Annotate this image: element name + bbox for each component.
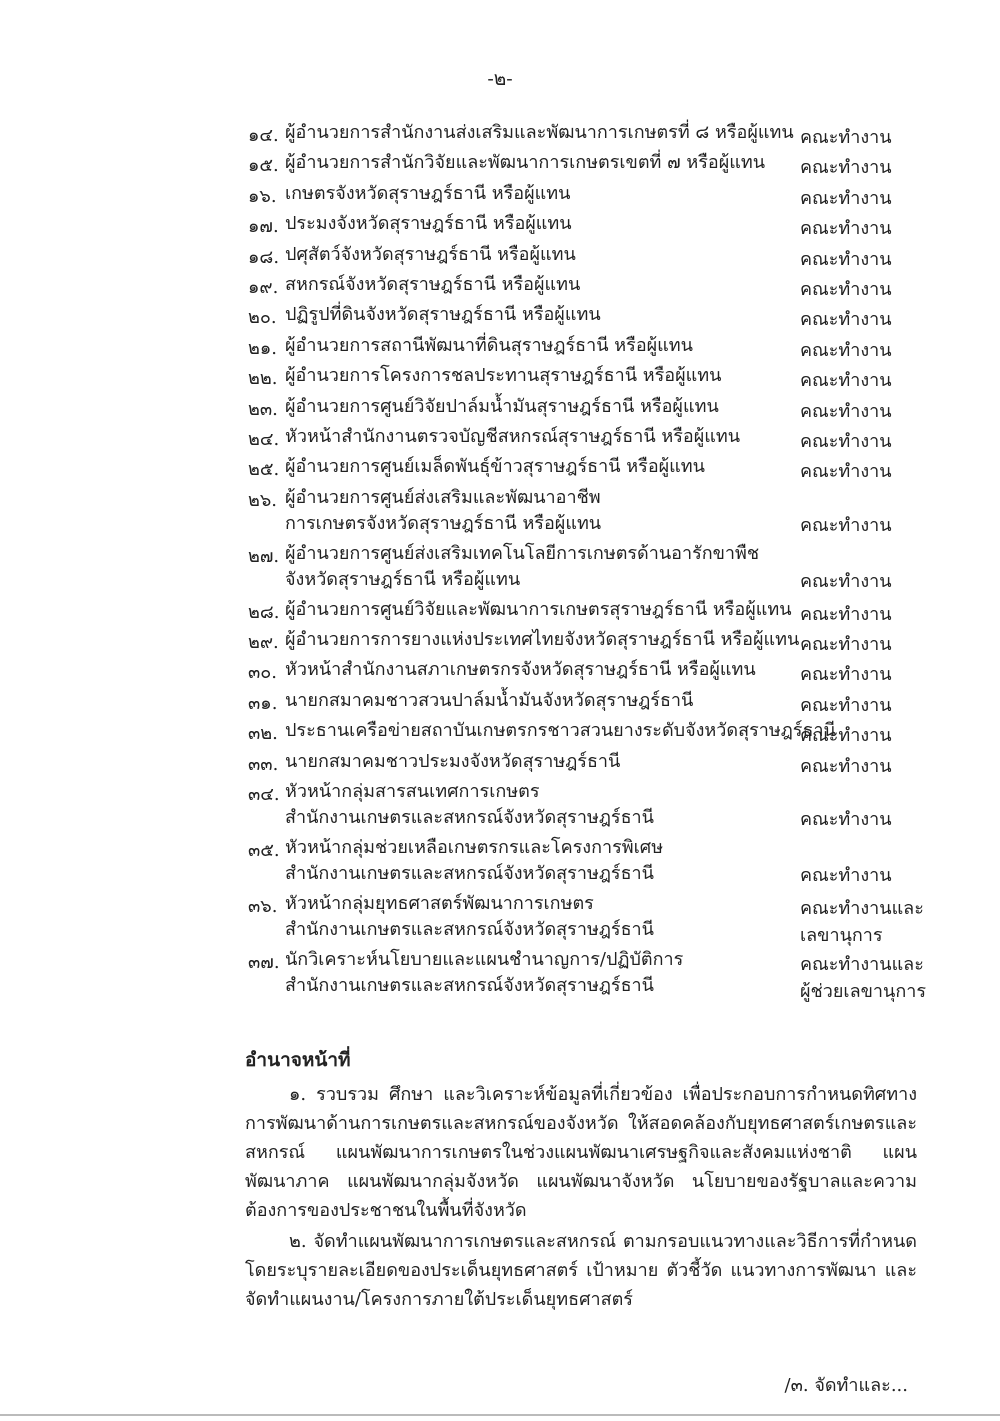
member-role: คณะทำงาน — [800, 634, 892, 656]
member-row — [0, 539, 1000, 595]
member-title-line: ประธานเครือข่ายสถาบันเกษตรกรชาวสวนยางระดับจังหวัดสุราษฎร์ธานี — [285, 720, 836, 742]
member-number: ๒๖. — [248, 489, 278, 511]
member-title-line: จังหวัดสุราษฎร์ธานี หรือผู้แทน — [285, 568, 521, 590]
member-number: ๒๐. — [248, 307, 277, 329]
member-row — [0, 118, 1000, 148]
member-row — [0, 777, 1000, 833]
member-number: ๒๒. — [248, 368, 278, 390]
member-role: คณะทำงาน — [800, 370, 892, 392]
member-title-line: นายกสมาคมชาวสวนปาล์มน้ำมันจังหวัดสุราษฎร์ธานี — [285, 689, 694, 711]
member-title — [285, 272, 580, 298]
member-title — [285, 657, 756, 683]
member-title-line: สหกรณ์จังหวัดสุราษฎร์ธานี หรือผู้แทน — [285, 273, 581, 295]
member-row — [0, 148, 1000, 178]
member-row — [0, 240, 1000, 270]
member-row — [0, 483, 1000, 539]
member-title — [285, 363, 721, 389]
member-title-line: สำนักงานเกษตรและสหกรณ์จังหวัดสุราษฎร์ธานี — [285, 863, 654, 885]
member-role: คณะทำงาน — [800, 809, 892, 831]
member-role: คณะทำงาน — [800, 570, 892, 592]
duties-body — [245, 1080, 917, 1316]
member-row — [0, 209, 1000, 239]
member-number: ๓๔. — [248, 784, 280, 806]
member-role: คณะทำงาน — [800, 157, 892, 179]
member-title — [285, 947, 683, 999]
member-role: คณะทำงาน — [800, 664, 892, 686]
member-title — [285, 302, 601, 328]
member-title-line: ผู้อำนวยการศูนย์เมล็ดพันธุ์ข้าวสุราษฎร์ธานี หรือผู้แทน — [285, 456, 705, 478]
member-role: คณะทำงาน — [800, 603, 892, 625]
member-number: ๑๙. — [248, 276, 279, 298]
member-role: คณะทำงาน — [800, 461, 892, 483]
page-number: -๒- — [487, 68, 513, 90]
member-role: คณะทำงาน — [800, 309, 892, 331]
member-title — [285, 749, 620, 775]
member-number: ๓๐. — [248, 662, 278, 684]
member-title — [285, 150, 765, 176]
member-title — [285, 779, 654, 831]
member-title-line: ผู้อำนวยการศูนย์ส่งเสริมเทคโนโลยีการเกษตรด้านอารักขาพืช — [285, 542, 760, 564]
member-title — [285, 541, 759, 593]
member-number: ๒๗. — [248, 545, 280, 567]
member-role: คณะทำงาน — [800, 187, 892, 209]
member-title — [285, 891, 654, 943]
members-list — [0, 118, 1000, 1001]
member-title-line: ประมงจังหวัดสุราษฎร์ธานี หรือผู้แทน — [285, 213, 572, 235]
member-row — [0, 179, 1000, 209]
member-row — [0, 595, 1000, 625]
member-row — [0, 625, 1000, 655]
member-row — [0, 716, 1000, 746]
member-number: ๓๑. — [248, 692, 278, 714]
member-role: คณะทำงานและ ผู้ช่วยเลขานุการ — [800, 954, 926, 1003]
duties-title: อำนาจหน้าที่ — [245, 1049, 351, 1071]
member-title-line: นายกสมาคมชาวประมงจังหวัดสุราษฎร์ธานี — [285, 750, 621, 772]
member-number: ๓๓. — [248, 753, 279, 775]
member-title-line: หัวหน้าสำนักงานสภาเกษตรกรจังหวัดสุราษฎร์ธานี หรือผู้แทน — [285, 659, 756, 681]
member-title-line: สำนักงานเกษตรและสหกรณ์จังหวัดสุราษฎร์ธานี — [285, 975, 654, 997]
member-number: ๒๙. — [248, 632, 279, 654]
member-number: ๓๖. — [248, 896, 278, 918]
member-title — [285, 333, 693, 359]
duty-paragraph-2: ๒. จัดทำแผนพัฒนาการเกษตรและสหกรณ์ ตามกรอบแนวทางและวิธีการที่กำหนด โดยระบุรายละเอียดของประเด็นยุทธศาสตร์ เป้าหมาย ตัวชี้วัด แนวทางการพัฒนา และจัดทำแผนงาน/โครงการภายใต้ประเด็นยุทธศาสตร์ — [245, 1231, 917, 1310]
member-title-line: ผู้อำนวยการสำนักงานส่งเสริมและพัฒนาการเกษตรที่ ๘ หรือผู้แทน — [285, 122, 794, 143]
member-number: ๑๖. — [248, 185, 277, 207]
member-row — [0, 833, 1000, 889]
member-number: ๑๘. — [248, 246, 280, 268]
member-title-line: นักวิเคราะห์นโยบายและแผนชำนาญการ/ปฏิบัติการ — [285, 949, 684, 971]
member-title-line: สำนักงานเกษตรและสหกรณ์จังหวัดสุราษฎร์ธานี — [285, 807, 654, 829]
member-number: ๓๗. — [248, 952, 280, 974]
member-title-line: หัวหน้ากลุ่มช่วยเหลือเกษตรกรและโครงการพิเศษ — [285, 837, 664, 859]
member-title-line: หัวหน้ากลุ่มสารสนเทศการเกษตร — [285, 781, 540, 803]
duty-paragraph-1: ๑. รวบรวม ศึกษา และวิเคราะห์ข้อมูลที่เกี่ยวข้อง เพื่อประกอบการกำหนดทิศทางการพัฒนาด้านการเกษตรและสหกรณ์ของจังหวัด ให้สอดคล้องกับยุทธศาสตร์เกษตรและสหกรณ์ แผนพัฒนาการเกษตรในช่วงแผนพัฒนาเศรษฐกิจและสังคมแห่งชาติ แผนพัฒนาภาค แผนพัฒนากลุ่มจังหวัด แผนพัฒนาจังหวัด นโยบายของรัฐบาลและความต้องการของประชาชนในพื้นที่จังหวัด — [245, 1084, 917, 1221]
member-role: คณะทำงาน — [800, 865, 892, 887]
member-role: คณะทำงาน — [800, 514, 892, 536]
member-row — [0, 331, 1000, 361]
member-row — [0, 452, 1000, 482]
member-title — [285, 597, 792, 623]
member-number: ๒๕. — [248, 459, 280, 481]
member-role: คณะทำงาน — [800, 218, 892, 240]
member-row — [0, 945, 1000, 1001]
member-title — [285, 627, 799, 653]
member-row — [0, 270, 1000, 300]
member-title-line: ผู้อำนวยการศูนย์ส่งเสริมและพัฒนาอาชีพ — [285, 486, 601, 508]
member-title — [285, 835, 663, 887]
member-role: คณะทำงาน — [800, 248, 892, 270]
member-row — [0, 392, 1000, 422]
member-row — [0, 686, 1000, 716]
member-number: ๓๒. — [248, 723, 278, 745]
member-row — [0, 361, 1000, 391]
member-title — [285, 718, 836, 744]
member-row — [0, 747, 1000, 777]
member-role: คณะทำงาน — [800, 339, 892, 361]
member-title — [285, 120, 794, 146]
member-title-line: ปฏิรูปที่ดินจังหวัดสุราษฎร์ธานี หรือผู้แทน — [285, 304, 601, 326]
member-title-line: ผู้อำนวยการการยางแห่งประเทศไทยจังหวัดสุราษฎร์ธานี หรือผู้แทน — [285, 629, 800, 651]
member-title-line: ผู้อำนวยการศูนย์วิจัยปาล์มน้ำมันสุราษฎร์ธานี หรือผู้แทน — [285, 395, 719, 417]
member-title — [285, 454, 705, 480]
member-number: ๑๔. — [248, 125, 279, 146]
member-title-line: เกษตรจังหวัดสุราษฎร์ธานี หรือผู้แทน — [285, 182, 571, 204]
member-number: ๑๕. — [248, 155, 279, 177]
member-role: คณะทำงาน — [800, 400, 892, 422]
member-title — [285, 424, 740, 450]
member-role: คณะทำงานและ เลขานุการ — [800, 898, 924, 947]
member-title-line: ผู้อำนวยการสำนักวิจัยและพัฒนาการเกษตรเขตที่ ๗ หรือผู้แทน — [285, 152, 766, 174]
member-title — [285, 394, 719, 420]
member-number: ๓๕. — [248, 840, 280, 862]
member-number: ๒๘. — [248, 601, 280, 623]
member-title — [285, 242, 576, 268]
bottom-rule — [0, 1414, 1000, 1416]
member-number: ๒๑. — [248, 337, 278, 359]
member-role: คณะทำงาน — [800, 127, 892, 148]
member-row — [0, 655, 1000, 685]
member-title — [285, 485, 601, 537]
member-number: ๒๓. — [248, 398, 278, 420]
member-title-line: ผู้อำนวยการสถานีพัฒนาที่ดินสุราษฎร์ธานี หรือผู้แทน — [285, 334, 693, 356]
member-role: คณะทำงาน — [800, 694, 892, 716]
member-title — [285, 688, 693, 714]
member-role: คณะทำงาน — [800, 725, 892, 747]
member-title-line: ปศุสัตว์จังหวัดสุราษฎร์ธานี หรือผู้แทน — [285, 243, 576, 265]
member-role: คณะทำงาน — [800, 278, 892, 300]
member-title — [285, 181, 570, 207]
member-title-line: ผู้อำนวยการศูนย์วิจัยและพัฒนาการเกษตรสุราษฎร์ธานี หรือผู้แทน — [285, 598, 792, 620]
member-row — [0, 422, 1000, 452]
member-row — [0, 300, 1000, 330]
member-title-line: ผู้อำนวยการโครงการชลประทานสุราษฎร์ธานี หรือผู้แทน — [285, 365, 722, 387]
member-title — [285, 211, 572, 237]
member-number: ๑๗. — [248, 216, 279, 238]
member-title-line: การเกษตรจังหวัดสุราษฎร์ธานี หรือผู้แทน — [285, 512, 602, 534]
member-row — [0, 889, 1000, 945]
member-title-line: หัวหน้ากลุ่มยุทธศาสตร์พัฒนาการเกษตร — [285, 893, 594, 915]
member-number: ๒๔. — [248, 428, 280, 450]
continuation-note: /๓. จัดทำและ... — [784, 1375, 908, 1396]
member-title-line: หัวหน้าสำนักงานตรวจบัญชีสหกรณ์สุราษฎร์ธานี หรือผู้แทน — [285, 425, 741, 447]
member-role: คณะทำงาน — [800, 755, 892, 777]
member-role: คณะทำงาน — [800, 430, 892, 452]
member-title-line: สำนักงานเกษตรและสหกรณ์จังหวัดสุราษฎร์ธานี — [285, 919, 654, 941]
